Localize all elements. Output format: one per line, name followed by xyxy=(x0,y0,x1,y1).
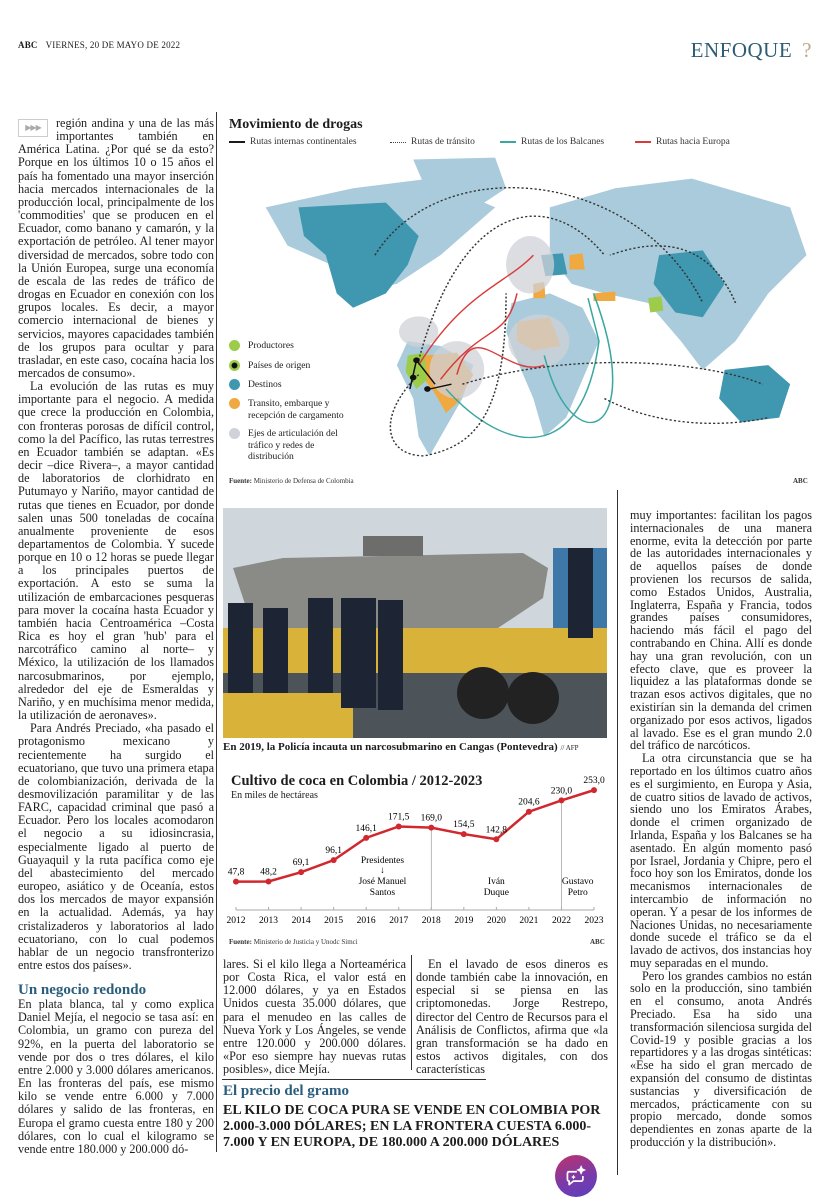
paragraph: lares. Si el kilo llega a Norteamérica por Costa Rica, el valor está en 12.000 dólares, y ya en Estados Unidos cuesta 35.000 dólares, que para el menudeo en las calles de Nueva York y Los Ángeles, se vende entre 120.000 y 200.000 dólares. «Por eso siempre hay nuevas rutas posibles», dice Mejía. xyxy=(223,957,406,1077)
box-headline: EL KILO DE COCA PURA SE VENDE EN COLOMBIA POR 2.000-3.000 DÓLARES; EN LA FRONTERA CUESTA 6.000-7.000 Y EN EUROPA, DE 180.000 A 200.000 DÓLARES xyxy=(223,1103,601,1150)
chart-subtitle: En miles de hectáreas xyxy=(231,790,318,801)
legend-transit: Transito, embarque y recepción de cargamento xyxy=(229,398,354,421)
data-label: 69,1 xyxy=(292,858,310,869)
column-divider xyxy=(617,490,618,1175)
legend-route-europe: Rutas hacia Europa xyxy=(635,137,730,147)
data-point xyxy=(363,835,369,841)
legend-route-internal: Rutas internas continentales xyxy=(229,137,357,147)
paragraph: La otra circunstancia que se ha reportado en los últimos cuatro años es el surgimiento, en Europa y Asia, de cuatro sitios de lavado de activos, siendo uno los Emiratos Árabes, donde el crimen organizado de Irlanda, España y los Balcanes se ha asentado. En algún momento pasó por Israel, Jordania y Chipre, pero el foco hoy son los Emiratos, donde los mecanismos internacionales de intercambio de información no operan. Y a pesar de los informes de Naciones Unidas, no necesariamente donde sucede el tráfico se da el lavado de activos, dos instancias hoy muy separadas en el mundo. xyxy=(630,751,812,970)
data-label: 48,2 xyxy=(260,867,277,878)
legend-producers: Productores xyxy=(229,340,294,352)
paragraph: La evolución de las rutas es muy importante para el negocio. A medida que crece la producción en Colombia, con fronteras porosas de difícil control, como la del Pacífico, las rutas terrestres en Ecuador también se adaptan. «Es decir –dice Rivera–, a mayor cantidad de laboratorios de clorhidrato en Putumayo y Nariño, mayor cantidad de rutas que tienes en Ecuador, por donde salen unas 500 toneladas de cocaína anualmente proveniente de esos departamentos de Colombia. Y sucede porque en 10 o 12 horas se puede llegar a los principales puertos de exportación. A esto se suma la utilización de embarcaciones pesqueras para mover la cocaína hasta Ecuador y también hacia Centroamérica –Costa Rica es hoy el gran 'hub' para el narcotráfico camino al norte– y México, la utilización de los llamados narcosubmarinos, por ejemplo, alrededor del eje de Esmeraldas y Nariño, y en muchísima menor medida, la utilización de aeronaves». xyxy=(18,379,214,723)
origin-dot-icon xyxy=(229,360,240,371)
legend-hubs: Ejes de articulación del tráfico y redes de distribución xyxy=(229,428,339,463)
column-divider xyxy=(216,112,217,1152)
section-name: ENFOQUE xyxy=(690,38,793,62)
map-title: Movimiento de drogas xyxy=(229,117,363,132)
presidents-arrow-icon: ↓ xyxy=(380,866,385,876)
legend-route-transit: Rutas de tránsito xyxy=(390,137,475,147)
legend-route-balkans: Rutas de los Balcanes xyxy=(500,137,604,147)
paragraph: Pero los grandes cambios no están solo en la producción, sino también en el consumo, anota Andrés Preciado. Esa ha sido una transformación silenciosa surgida del Covid-19 y posible gracias a los repartidores y a las drogas sintéticas: «Ese ha sido el gran mercado de expansión del consumo de distintas sustancias y diversificación de mercados, prácticamente con su propio mercado, donde somos dependientes en zonas aparte de la producción y la distribución». xyxy=(630,968,812,1150)
legend-origin: Países de origen xyxy=(229,360,310,372)
box-rule xyxy=(222,1079,486,1080)
box-title: El precio del gramo xyxy=(223,1083,349,1099)
date: VIERNES, 20 DE MAYO DE 2022 xyxy=(45,40,181,50)
data-point xyxy=(428,825,434,831)
world-map xyxy=(222,150,812,475)
x-tick-label: 2021 xyxy=(519,916,539,926)
x-tick-label: 2023 xyxy=(584,916,604,926)
president-name: José Manuel xyxy=(358,877,407,887)
transit-dot-icon xyxy=(229,398,240,409)
photo-credit: // AFP xyxy=(560,744,579,752)
data-label: 169,0 xyxy=(420,813,442,824)
paragraph: En el lavado de esos dineros es donde también cabe la innovación, en especial si se piensa en las criptomonedas. Jorge Restrepo, director del Centro de Recursos para el Análisis de Conflictos, afirma que «la gran transformación se ha dado en estos activos digitales, con dos características xyxy=(416,957,608,1077)
data-point xyxy=(558,797,564,803)
destination-dot-icon xyxy=(229,379,240,390)
photo-narcosubmarine xyxy=(223,508,607,738)
section-mark: ? xyxy=(802,38,812,62)
data-label: 146,1 xyxy=(355,823,377,834)
paragraph: muy importantes: facilitan los pagos internacionales de una manera enorme, evita la detección por parte de las autoridades internacionales y de aquellos países de donde provienen los recursos de salida, como Estados Unidos, Australia, Inglaterra, España y Francia, todos grandes países consumidores, haciendo más fácil el pago del contrabando en China. Allí es donde hay una gran revolución, con un efecto clave, que es proveer la liquidez a las plataformas donde se trazan esos activos digitales, que no existirían sin la demanda del crimen organizado por esos activos, ligados al lavado. Ese es el gran mundo 2.0 del tráfico de narcóticos. xyxy=(630,508,812,753)
coca-chart xyxy=(222,765,612,932)
assistant-button[interactable] xyxy=(555,1155,597,1197)
data-label: 96,1 xyxy=(325,846,342,857)
data-point xyxy=(461,831,467,837)
data-label: 253,0 xyxy=(583,776,605,787)
x-tick-label: 2020 xyxy=(486,916,506,926)
presidents-label: Presidentes xyxy=(360,856,405,866)
x-tick-label: 2017 xyxy=(389,916,409,926)
president-name: Santos xyxy=(369,888,396,898)
x-tick-label: 2014 xyxy=(291,916,311,926)
brand: ABC xyxy=(18,40,38,50)
president-name: Duque xyxy=(483,888,510,898)
photo-caption: En 2019, la Policía incauta un narcosubmarino en Cangas (Pontevedra) // AFP xyxy=(223,741,579,753)
data-label: 47,8 xyxy=(227,867,245,878)
data-point xyxy=(396,823,402,829)
map-source: Fuente: Ministerio de Defensa de Colombia xyxy=(229,477,354,485)
data-label: 204,6 xyxy=(518,797,540,808)
chart-title: Cultivo de coca en Colombia / 2012-2023 xyxy=(231,773,483,789)
subheading: Un negocio redondo xyxy=(18,982,147,999)
map-credit: ABC xyxy=(793,477,808,485)
section-title xyxy=(691,38,812,63)
chart-source: Fuente: Ministerio de Justicia y Unodc Simci xyxy=(229,938,358,946)
data-label: 154,5 xyxy=(453,820,475,831)
continue-arrows-icon: ▶▶▶ xyxy=(18,119,48,137)
producer-dot-icon xyxy=(229,340,240,351)
president-name: Petro xyxy=(567,888,588,898)
x-tick-label: 2018 xyxy=(421,916,441,926)
middle-column-1 xyxy=(223,958,406,1076)
x-tick-label: 2015 xyxy=(324,916,344,926)
data-point xyxy=(591,787,597,793)
data-line xyxy=(236,790,594,882)
data-point xyxy=(233,879,239,885)
x-tick-label: 2022 xyxy=(551,916,571,926)
president-name: Iván xyxy=(487,877,505,887)
data-point xyxy=(526,809,532,815)
hub-dot-icon xyxy=(229,428,240,439)
paragraph: Para Andrés Preciado, «ha pasado el protagonismo mexicano y recientemente ha surgido el ecuatoriano, que tuvo una primera etapa de colombianización, derivada de la desmovilización paramilitar y de las FARC, capacidad criminal que pasó a Ecuador. Pero los locales acomodaron el negocio a su idiosincrasia, especialmente ligado al puerto de Guayaquil y la ruta pacífica como eje del abastecimiento del mercado europeo, asiático y de Oceanía, estos dos los mercados de mayor expansión en la actualidad. Además, ya hay cristalizaderos y laboratorios al lado ecuatoriano, con lo cual podemos hablar de un negocio transfronterizo entre estos dos países». xyxy=(18,721,214,972)
left-column xyxy=(18,117,214,1156)
x-tick-label: 2016 xyxy=(356,916,376,926)
page-header-left xyxy=(18,40,180,50)
data-point xyxy=(298,869,304,875)
middle-column-2 xyxy=(416,958,608,1076)
paragraph: ▶▶▶ región andina y una de las más importantes también en América Latina. ¿Por qué se da esto? Porque en los últimos 10 o 15 años el país ha fomentado una mayor inserción hacia mercados internacionales de la producción local, principalmente de los 'commodities' que se producen en el Ecuador, como banano y camarón, y la exportación de petróleo. Al tener mayor diversidad de mercados, sobre todo con la Unión Europea, surge una economía de escala de las redes de tráfico de drogas en Ecuador en conexión con los grupos locales. Es decir, a mayor comercio internacional de bienes y servicios, mayores capacidades también de los grupos para ocultar y para trasladar, en este caso, cocaína hacia los mercados de consumo». xyxy=(18,116,214,380)
data-point xyxy=(266,878,272,884)
data-point xyxy=(493,836,499,842)
right-column xyxy=(630,509,812,1149)
data-label: 142,8 xyxy=(485,825,508,836)
president-name: Gustavo xyxy=(561,877,594,887)
x-tick-label: 2012 xyxy=(226,916,246,926)
paragraph: En plata blanca, tal y como explica Daniel Mejía, el negocio se tasa así: en Colombia, un gramo con pureza del 92%, en la puerta del laboratorio se vende por dos o tres dólares, el kilo entre 2.000 y 3.000 dólares americanos. En las fronteras del país, ese mismo kilo se vende entre 6.000 y 7.000 dólares y salido de las fronteras, en Europa el gramo cuesta entre 180 y 200 dólares, con lo cual el kilogramo se vende entre 180.000 y 200.000 dó- xyxy=(18,997,214,1156)
legend-destinations: Destinos xyxy=(229,379,282,391)
data-label: 230,0 xyxy=(550,786,573,797)
data-label: 171,5 xyxy=(388,812,410,823)
chart-credit: ABC xyxy=(590,938,605,946)
column-divider xyxy=(411,955,412,1070)
data-point xyxy=(331,857,337,863)
chat-sparkle-icon xyxy=(564,1164,588,1188)
x-tick-label: 2019 xyxy=(454,916,474,926)
x-tick-label: 2013 xyxy=(259,916,279,926)
